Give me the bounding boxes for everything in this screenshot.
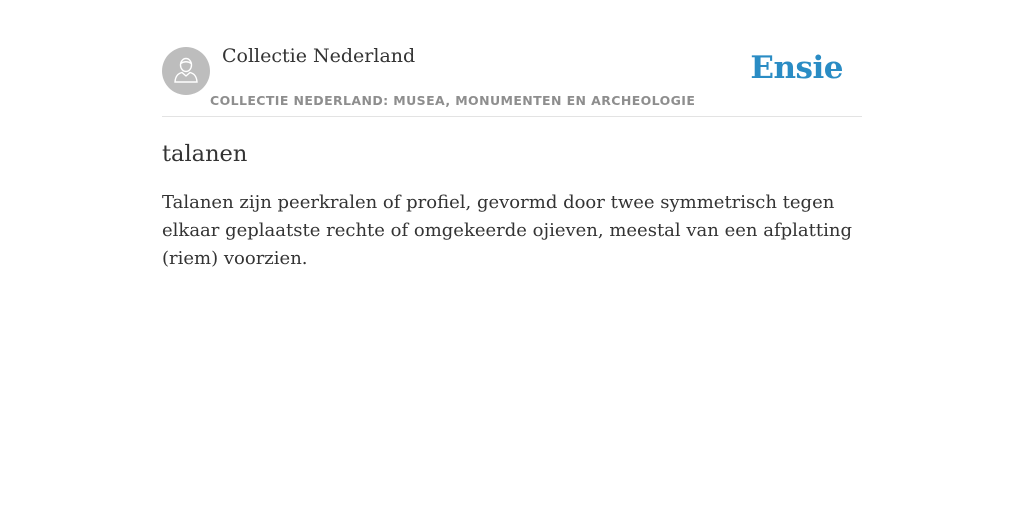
entry-header: [162, 40, 862, 117]
author-name[interactable]: Collectie Nederland: [222, 45, 416, 67]
user-silhouette-icon: [171, 54, 201, 89]
entry-term: talanen: [162, 141, 248, 167]
author-subtitle: COLLECTIE NEDERLAND: MUSEA, MONUMENTEN EN ARCHEOLOGIE: [210, 93, 696, 108]
ensie-logo[interactable]: Ensie: [750, 50, 843, 86]
entry-card: [162, 40, 862, 273]
avatar[interactable]: [162, 47, 210, 95]
entry-definition: Talanen zijn peerkralen of profiel, gevormd door twee symmetrisch tegen elkaar geplaatste rechte of omgekeerde ojieven, meestal van een afplatting (riem) voorzien.: [162, 192, 852, 269]
